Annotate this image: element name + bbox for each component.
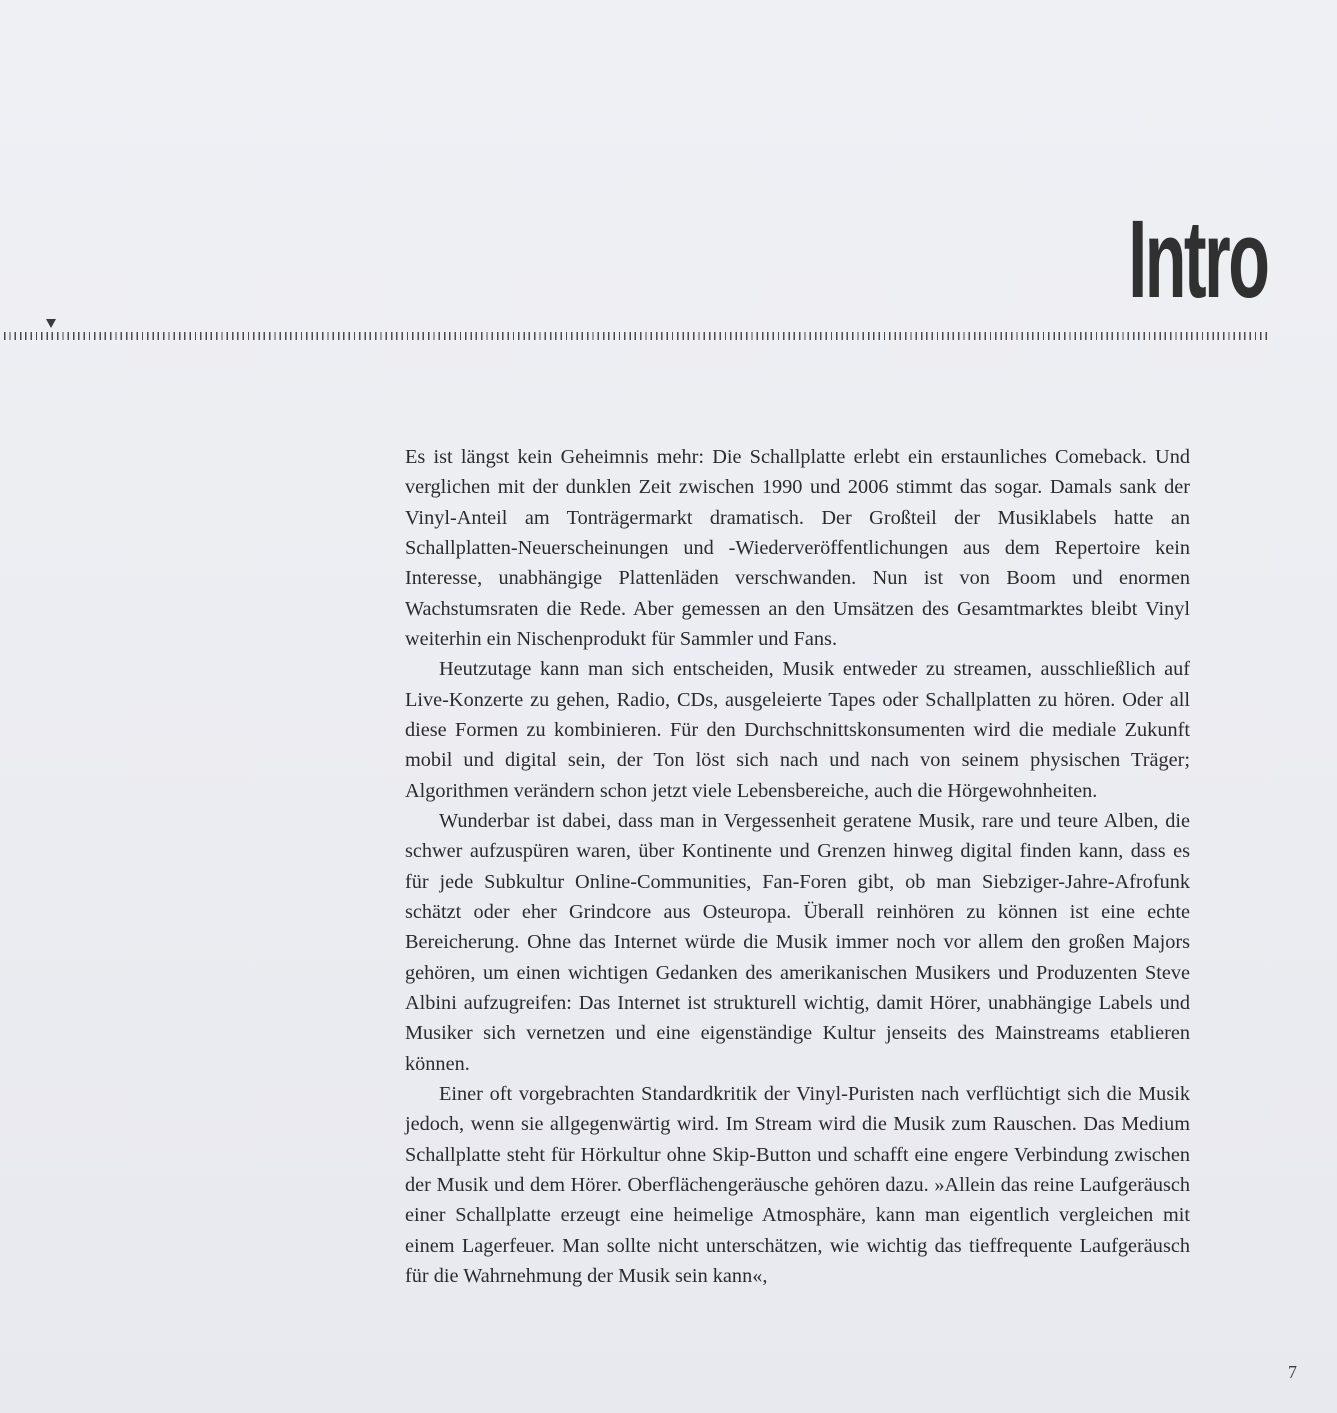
chapter-title: Intro xyxy=(1127,198,1267,321)
body-text xyxy=(405,442,1190,1291)
paragraph: Heutzutage kann man sich entscheiden, Musik entweder zu streamen, ausschließlich auf Live-Konzerte zu gehen, Radio, CDs, ausgeleierte Tapes oder Schallplatten zu hören. Oder all diese Formen zu kombinieren. Für den Durchschnittskonsumenten wird die mediale Zukunft mobil und digital sein, der Ton löst sich nach und nach von seinem physischen Träger; Algorithmen verändern schon jetzt viele Lebensbereiche, auch die Hörgewohnheiten. xyxy=(405,658,1190,802)
paragraph: Einer oft vorgebrachten Standardkritik der Vinyl-Puristen nach verflüchtigt sich die Musik jedoch, wenn sie allgegenwärtig wird. Im Stream wird die Musik zum Rauschen. Das Medium Schallplatte steht für Hörkultur ohne Skip-Button und schafft eine engere Verbindung zwischen der Musik und dem Hörer. Oberflächengeräusche gehören dazu. »Allein das reine Laufgeräusch einer Schallplatte erzeugt eine heimelige Atmosphäre, kann man eigentlich vergleichen mit einem Lagerfeuer. Man sollte nicht unterschätzen, wie wichtig das tieffrequente Laufgeräusch für die Wahrnehmung der Musik sein kann«, xyxy=(405,1082,1190,1287)
paragraph: Wunderbar ist dabei, dass man in Vergessenheit geratene Musik, rare und teure Alben, die schwer aufzuspüren waren, über Kontinente und Grenzen hinweg digital finden kann, dass es für jede Subkultur Online-Communities, Fan-Foren gibt, ob man Siebziger-Jahre-Afrofunk schätzt oder eher Grindcore aus Osteuropa. Überall reinhören zu können ist eine echte Bereicherung. Ohne das Internet würde die Musik immer noch vor allem den großen Majors gehören, um einen wichtigen Gedanken des amerikanischen Musikers und Produzenten Steve Albini aufzugreifen: Das Internet ist strukturell wichtig, damit Hörer, unabhängige Labels und Musiker sich vernetzen und eine eigenständige Kultur jenseits des Mainstreams etablieren können. xyxy=(405,809,1190,1075)
tick-ruler xyxy=(4,332,1270,340)
triangle-marker-icon xyxy=(46,319,56,328)
paragraph: Es ist längst kein Geheimnis mehr: Die Schallplatte erlebt ein erstaunliches Comeback. Und verglichen mit der dunklen Zeit zwischen 1990 und 2006 stimmt das sogar. Damals sank der Vinyl-Anteil am Tonträgermarkt dramatisch. Der Großteil der Musiklabels hatte an Schallplatten-Neuerscheinungen und -Wiederveröffentlichungen aus dem Repertoire kein Interesse, unabhängige Plattenläden verschwanden. Nun ist von Boom und enormen Wachstumsraten die Rede. Aber gemessen an den Umsätzen des Gesamtmarktes bleibt Vinyl weiterhin ein Nischenprodukt für Sammler und Fans. xyxy=(405,446,1190,650)
page-number: 7 xyxy=(1288,1362,1297,1382)
